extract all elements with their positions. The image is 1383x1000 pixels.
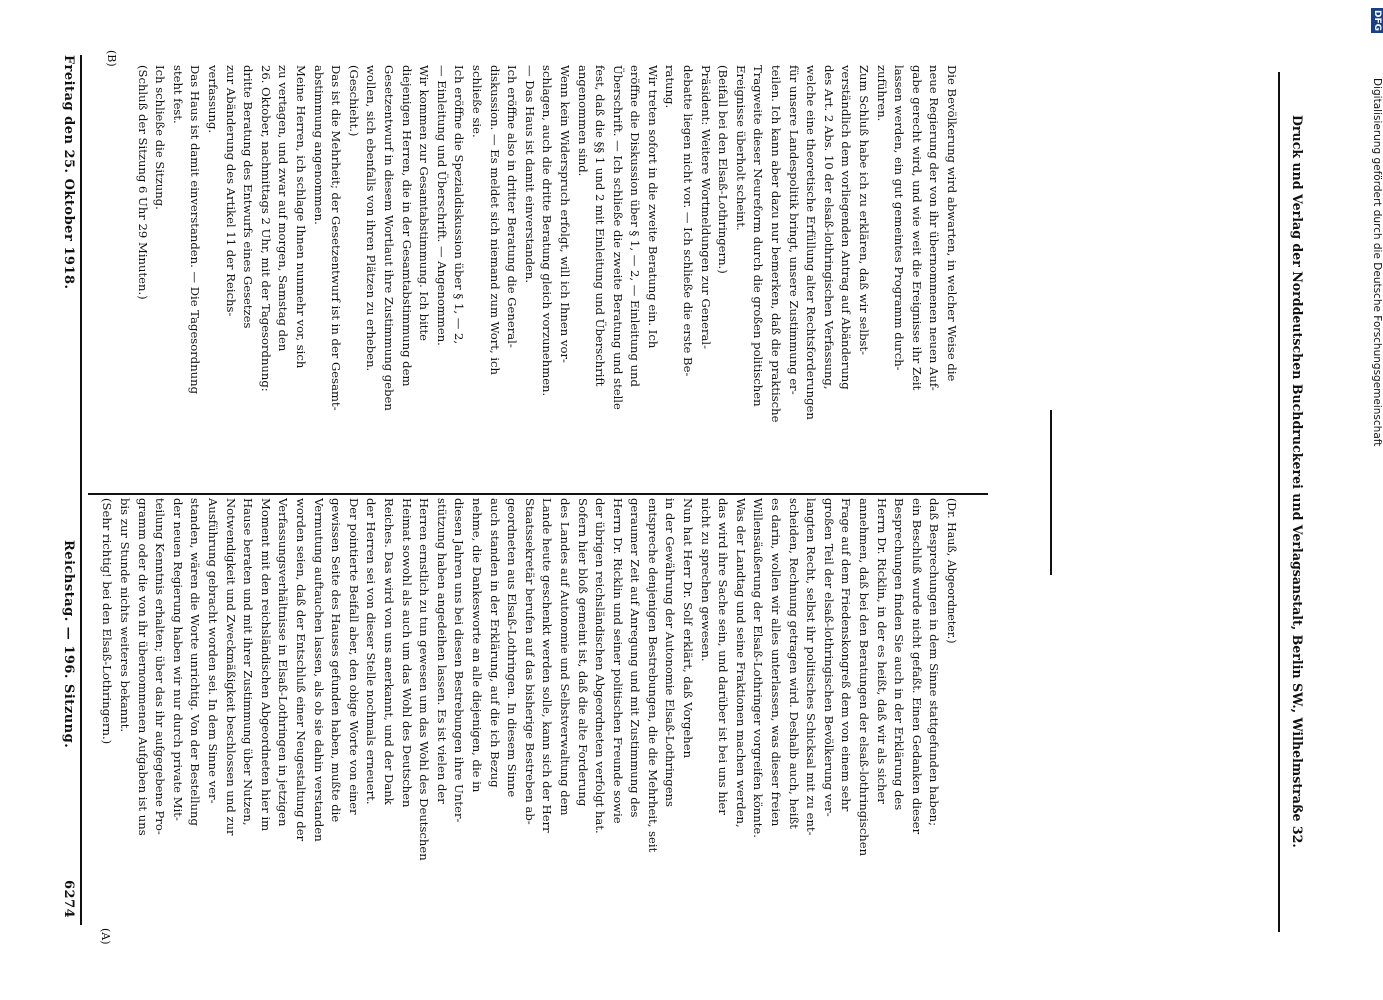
text-line: Präsident: Weitere Wortmeldungen zur General- (698, 65, 713, 350)
text-line: Der pointierte Beifall aber, den obige Worte von einer (346, 498, 361, 815)
header-rule (80, 55, 82, 925)
text-line: Vermutung auftauchen lassen, als ob sie dahin verstanden (311, 498, 326, 842)
text-line: Die Bevölkerung wird abwarten, in welcher Weise die (945, 65, 959, 382)
text-line: Was der Landtag und seine Fraktionen machen werden, (733, 498, 748, 828)
left-text-column (98, 498, 960, 916)
digitization-note: Digitalisierung gefördert durch die Deutsche Forschungsgemeinschaft (1371, 78, 1383, 447)
text-line: teilen. Ich kann aber dazu nur bemerken, daß die praktische (769, 65, 784, 423)
right-text-column (133, 65, 960, 489)
text-line: geraumer Zeit auf Anregung und mit Zustimmung des (628, 498, 643, 818)
text-line: geordneten aus Elsaß-Lothringen. In diesem Sinne (505, 498, 520, 798)
text-line: angenommen sind. (575, 65, 590, 177)
text-line: welche eine theoretische Erfüllung alter Rechtsforderungen (804, 65, 819, 420)
text-line: Besprechungen finden Sie auch in der Erklärung des (892, 498, 907, 811)
text-line: Lande heute geschenkt werden solle, kann sich der Herr (540, 498, 555, 833)
text-line: (Geschieht.) (346, 65, 361, 137)
text-line: Frage auf dem Friedenskongreß dem von einem sehr (839, 498, 854, 812)
text-line: verständlich dem vorliegenden Antrag auf Abänderung (839, 65, 854, 390)
text-line: 26. Oktober, nachmittags 2 Uhr, mit der Tagesordnung: (258, 65, 273, 392)
text-line: Herrn Dr. Ricklin, in der es heißt, daß wir als sicher (874, 498, 889, 804)
page-number: 6274 (61, 880, 76, 919)
text-line: schlagen, auch die dritte Beratung gleich vorzunehmen. (540, 65, 555, 397)
text-line: eröffne die Diskussion über § 1, — 2, — Einleitung und (628, 65, 643, 387)
text-line: zuführen. (874, 65, 889, 122)
text-line: Reiches. Das wird von uns anerkannt, und der Dank (382, 498, 396, 805)
text-line: Wenn kein Widerspruch erfolgt, will ich Ihnen vor- (557, 65, 572, 363)
text-line: der neuen Regierung haben wir nur durch private Mit- (170, 498, 185, 821)
text-line: (Beifall bei den Elsaß-Lothringern.) (716, 65, 731, 274)
text-line: großen Teil der elsaß-lothringischen Bevölkerung ver- (821, 498, 836, 817)
dfg-logo: DFG (1372, 10, 1382, 32)
text-line: annehmen, daß bei den Beratungen der elsaß-lothringischen (857, 498, 872, 857)
text-line: neue Regierung der von ihr übernommenen neuen Auf- (927, 65, 942, 391)
text-line: Ich schließe die Sitzung. (153, 65, 168, 210)
text-line: — Das Haus ist damit einverstanden. (522, 65, 537, 284)
text-line: (Schluß der Sitzung 6 Uhr 29 Minuten.) (135, 65, 150, 300)
text-line: Ich eröffne die Spezialdiskussion über § 1, — 2, (452, 65, 467, 345)
running-title-left: Reichstag. — 196. Sitzung. (61, 540, 76, 749)
text-line: bis zur Stunde nichts weiteres bekannt. (118, 498, 133, 733)
text-line: abstimmung angenommen. (311, 65, 326, 225)
text-line: Willensäußerung der Elsaß-Lothringer vorgreifen könnte. (751, 498, 766, 838)
text-line: Ausführung gebracht worden sei. In dem Sinne ver- (206, 498, 221, 804)
text-line: Notwendigkeit und Zweckmäßigkeit beschlossen und zur (223, 498, 238, 836)
text-line: ein Beschluß wurde nicht gefaßt. Einen Gedanken dieser (909, 498, 924, 835)
text-line: verfassung. (206, 65, 221, 134)
text-line: diesen Jahren uns bei diesen Bestrebungen ihre Unter- (452, 498, 467, 823)
text-line: zur Abänderung des Artikel 11 der Reichs- (223, 65, 238, 317)
marker-a: (A) (99, 928, 112, 945)
right-lines (133, 65, 960, 489)
text-line: langten Recht, selbst ihr politisches Schicksal mit zu ent- (804, 498, 819, 836)
text-line: Das Haus ist damit einverstanden. — Die Tagesordnung (188, 65, 203, 395)
text-line: Heimat sowohl als auch um das Wohl des Deutschen (399, 498, 414, 808)
text-line: Ereignisse überholt scheint. (733, 65, 748, 231)
printer-imprint: Druck und Verlag der Norddeutschen Buchdruckerei und Verlagsanstalt, Berlin SW., Wilhelmstraße 32. (1290, 115, 1305, 848)
text-line: dritte Beratung des Entwurfs eines Gesetzes (241, 65, 256, 329)
text-line: des Landes auf Autonomie und Selbstverwaltung dem (557, 498, 572, 816)
text-line: in der Gewährung der Autonomie Elsaß-Lothringens (663, 498, 678, 807)
text-line: Moment mit den reichsländischen Abgeordneten hier im (258, 498, 273, 832)
text-line: nicht zu sprechen gewesen. (698, 498, 713, 662)
text-line: teilung Kenntnis erhalten; über das ihr aufgegebene Pro- (153, 498, 168, 835)
text-line: Hause beraten und mit ihrer Zustimmung über Nutzen, (241, 498, 256, 826)
text-line: fest, daß die §§ 1 und 2 mit Einleitung und Überschrift (593, 65, 608, 387)
text-line: stützung haben angedeihen lassen. Es ist vielen der (434, 498, 449, 804)
speaker-line: (Dr. Hauß, Abgeordneter.) (945, 498, 958, 644)
marker-b: (B) (105, 50, 118, 67)
text-line: Ich eröffne also in dritter Beratung die General- (505, 65, 520, 348)
text-line: Überschrift. — Ich schließe die zweite Beratung und stelle (610, 65, 625, 410)
text-line: diskussion. — Es meldet sich niemand zum Wort, ich (487, 65, 502, 375)
text-line: Wir treten sofort in die zweite Beratung ein. Ich (645, 65, 660, 349)
text-line: standen, wären die Worte unrichtig. Von der Bestellung (188, 498, 203, 826)
text-line: das wird ihre Sache sein, und darüber ist bei uns hier (716, 498, 731, 815)
text-line: für unsere Landespolitik bringt, unsere Zustimmung er- (786, 65, 801, 395)
text-line: Herrn Dr. Ricklin und seiner politischen Freunde sowie (610, 498, 625, 824)
text-line: lassen werden, ein gut gemeintes Programm durch- (892, 65, 907, 371)
text-line: gabe gerecht wird, und wie weit die Ereignisse ihr Zeit (909, 65, 924, 391)
text-line: (Sehr richtig! bei den Elsaß-Lothringern.) (100, 498, 115, 745)
text-line: steht fest. (170, 65, 185, 124)
column-divider (88, 493, 988, 495)
left-lines (98, 498, 943, 916)
text-line: Nun hat Herr Dr. Solf erklärt, daß Vorgehen (681, 498, 696, 759)
running-title-right: Freitag den 25. Oktober 1918. (61, 55, 76, 290)
text-line: der übrigen reichsländischen Abgeordneten verfolgt hat. (593, 498, 608, 834)
text-line: Das ist die Mehrheit; der Gesetzentwurf ist in der Gesamt- (329, 65, 344, 411)
text-line: gewissen Seite des Hauses gefunden haben, mußte die (329, 498, 344, 823)
text-line: Zum Schluß habe ich zu erklären, daß wir selbst- (857, 65, 872, 356)
text-line: des Art. 2 Abs. 10 der elsaß-lothringischen Verfassung, (821, 65, 836, 390)
text-line: es darin, wollen wir alles unterlassen, was dieser freien (769, 498, 784, 827)
text-line: ratung. (663, 65, 678, 109)
text-line: nehme, die Dankesworte an alle diejenigen, die in (469, 498, 484, 793)
text-line: daß Besprechungen in dem Sinne stattgefunden haben; (927, 498, 942, 827)
text-line: Verfassungsverhältnisse in Elsaß-Lothringen in jetzigen (276, 498, 291, 827)
text-line: scheiden, Rechnung getragen wird. Deshalb auch, heißt (786, 498, 801, 829)
text-line: schließe sie. (469, 65, 484, 138)
text-line: Tragweite dieser Neureform durch die großen politischen (751, 65, 766, 407)
end-rule (1050, 410, 1052, 575)
text-line: Gesetzentwurf in diesem Wortlaut ihre Zustimmung geben (382, 65, 396, 411)
text-line: Staatssekretär berufen auf das bisherige Bestreben ab- (522, 498, 537, 825)
text-line: — Einleitung und Überschrift. — Angenommen. (434, 65, 449, 346)
text-line: auch standen in der Erklärung, auf die ich Bezug (487, 498, 502, 788)
text-line: Sofern hier bloß gemeint ist, daß die alte Forderung (575, 498, 590, 807)
text-line: Meine Herren, ich schlage Ihnen nunmehr vor, sich (294, 65, 309, 369)
footer-rule (1278, 72, 1280, 932)
text-line: gramm oder die von ihr übernommenen Aufgaben ist uns (135, 498, 150, 836)
text-line: Herren ernstlich zu tun gewesen um das Wohl des Deutschen (417, 498, 432, 861)
text-line: wollen, sich ebenfalls von ihren Plätzen zu erheben. (364, 65, 379, 372)
text-line: worden seien, daß der Entschluß einer Neugestaltung der (294, 498, 309, 842)
text-line: entspreche denjenigen Bestrebungen, die die Mehrheit, seit (645, 498, 660, 853)
text-line: diejenigen Herren, die in der Gesamtabstimmung dem (399, 65, 414, 387)
text-line: zu vertagen, und zwar auf morgen, Samstag den (276, 65, 291, 352)
text-line: der Herren sei von dieser Stelle nochmals erneuert. (364, 498, 379, 805)
text-line: Wir kommen zur Gesamtabstimmung. Ich bitte (417, 65, 432, 341)
text-line: debatte liegen nicht vor. — Ich schließe die erste Be- (681, 65, 696, 377)
